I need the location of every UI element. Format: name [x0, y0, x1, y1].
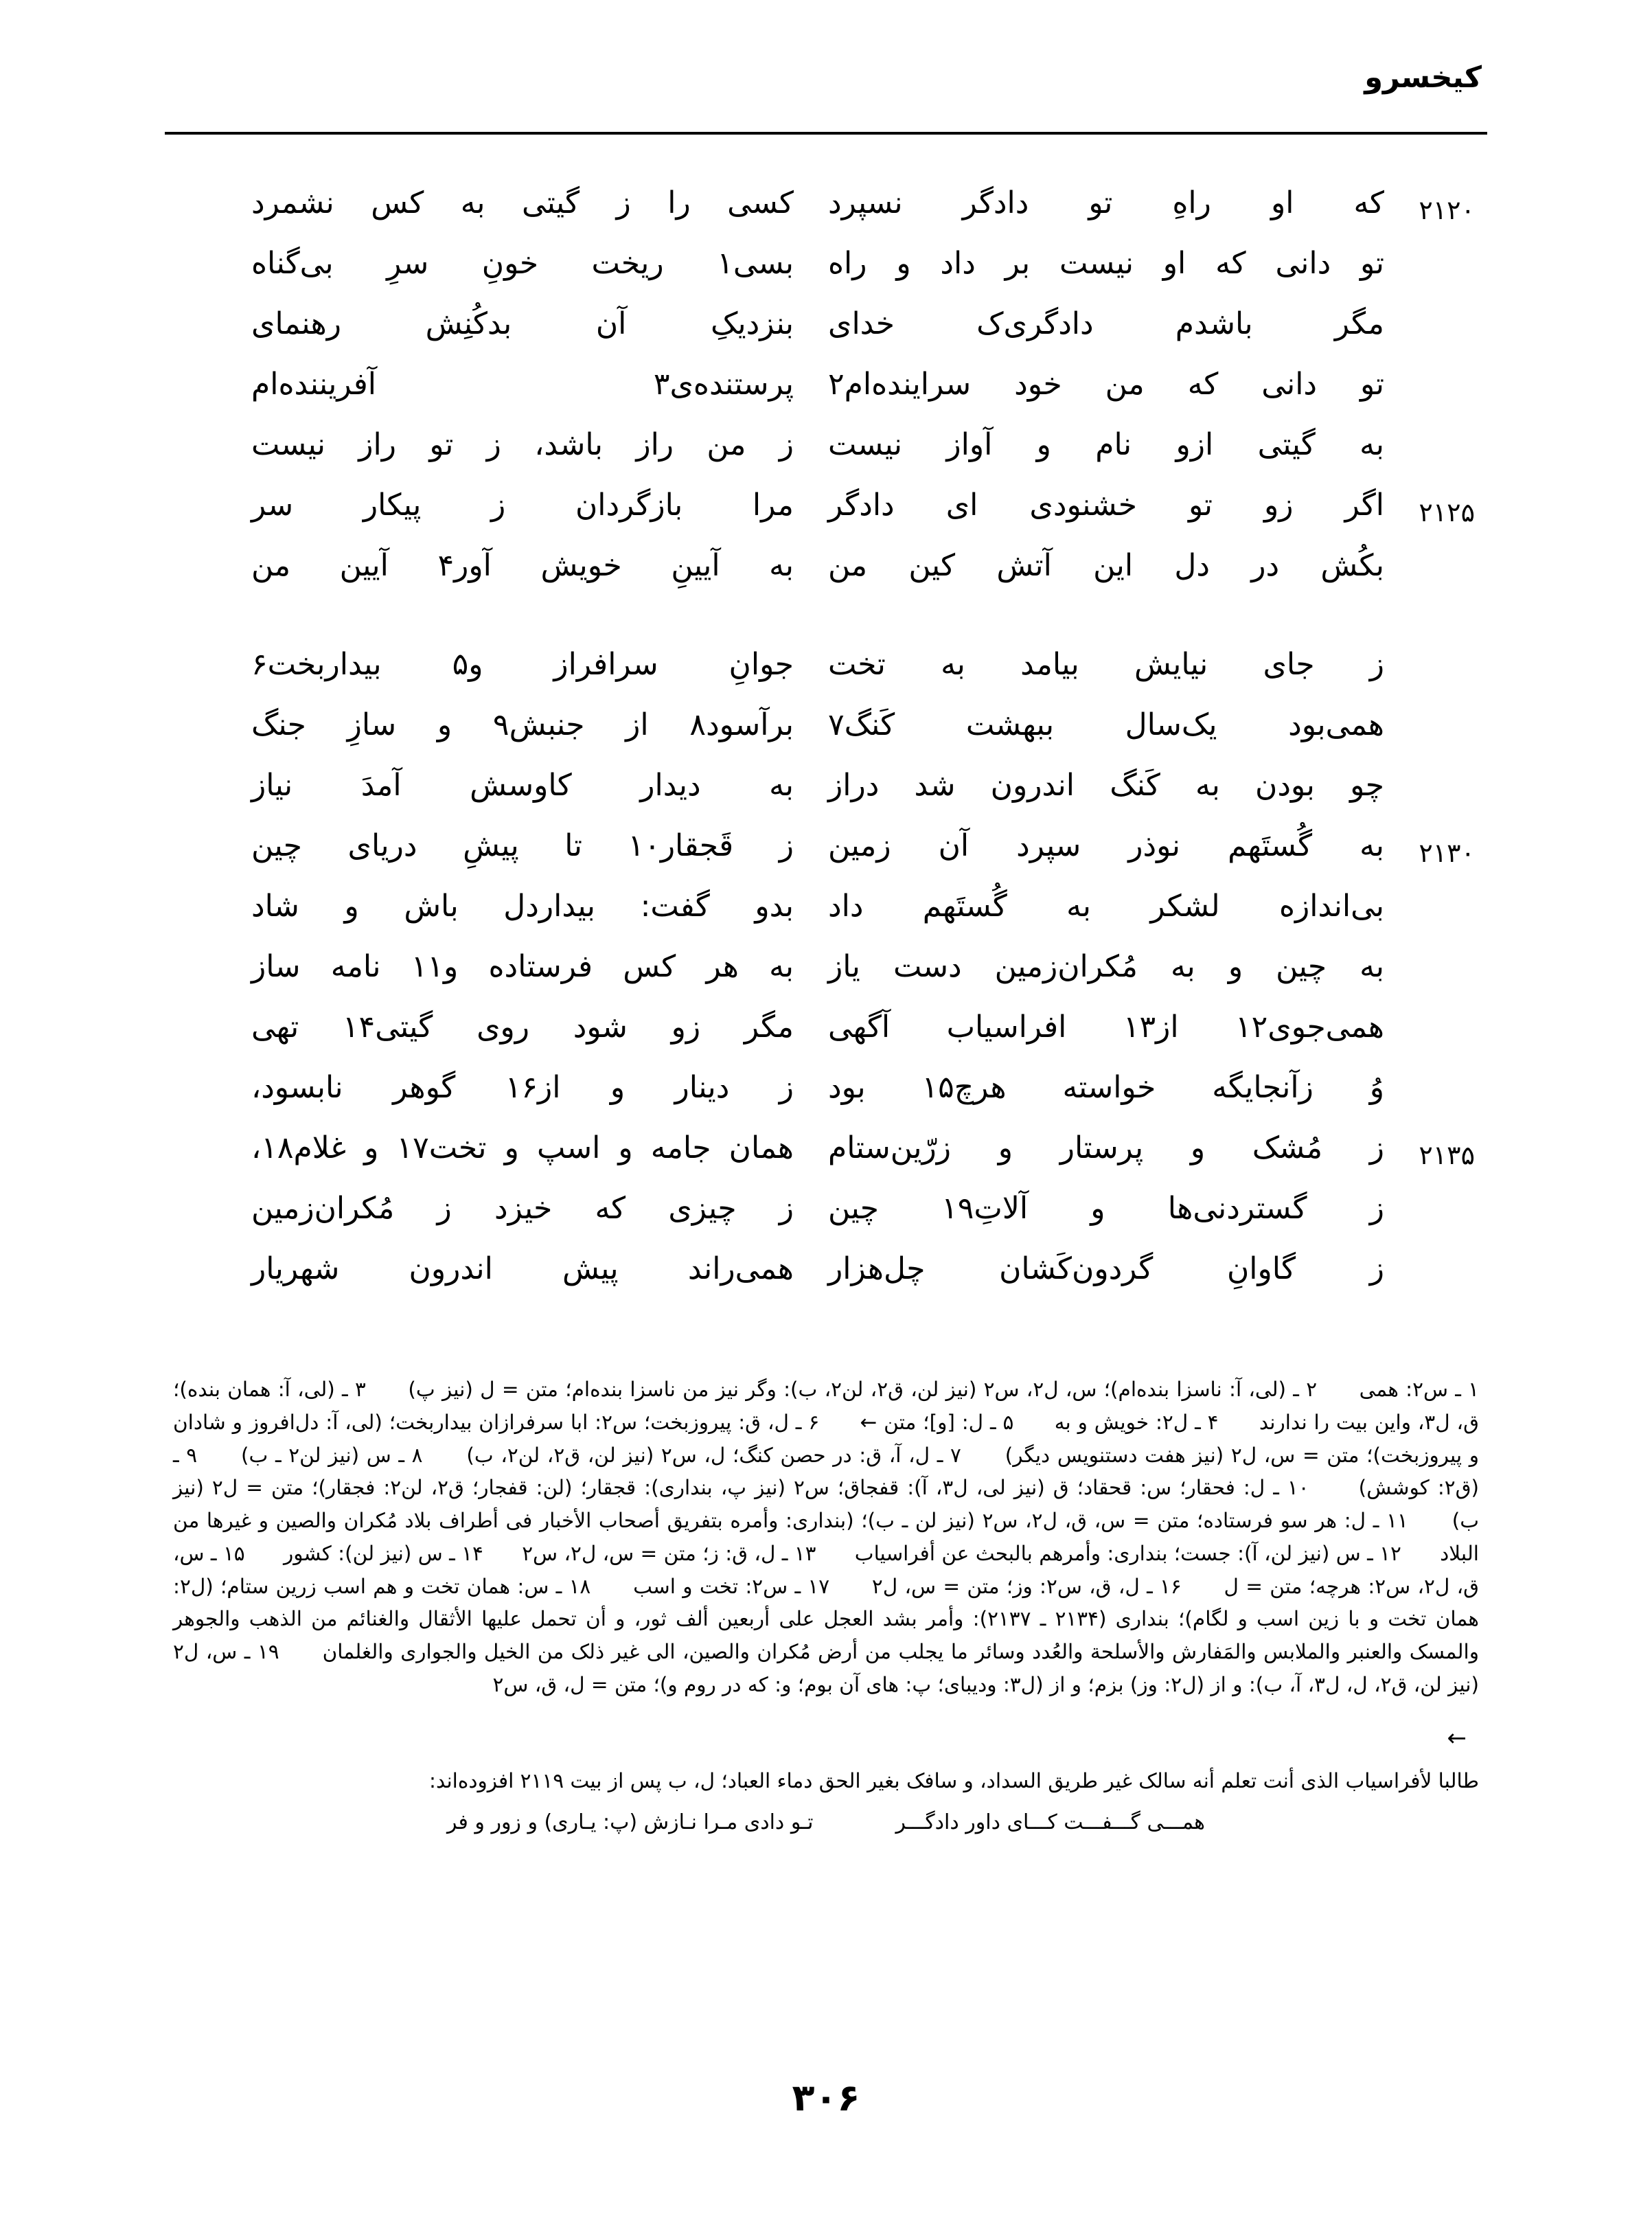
- verse-line: [165, 488, 1487, 548]
- verse-number: [1384, 949, 1487, 959]
- added-verse-line: [173, 1806, 1479, 1840]
- verse-number: [1384, 1251, 1487, 1261]
- hemistich-second: به هر کس فرستاده و۱۱ نامه ساز: [251, 949, 794, 984]
- verse-line: [165, 185, 1487, 246]
- stanza: [165, 647, 1487, 1312]
- hemistich-first: ز گستردنی‌ها و آلاتِ۱۹ چین: [828, 1191, 1384, 1226]
- verse-line: [165, 768, 1487, 828]
- verse-body: [165, 185, 1487, 1350]
- page-header: [0, 60, 1652, 111]
- verse-number: [1384, 707, 1487, 717]
- page-number: ۳۰۶: [792, 2076, 860, 2119]
- verse-number: [1384, 1191, 1487, 1200]
- verse-line: [165, 1130, 1487, 1191]
- hemistich-first: چو بودن به کَنگ اندرون شد دراز: [828, 768, 1384, 803]
- verse-line: [165, 889, 1487, 949]
- verse-line: [165, 427, 1487, 488]
- hemistich-second: جوانِ سرافراز و۵ بیداربخت۶: [251, 647, 794, 682]
- verse-line: [165, 306, 1487, 367]
- hemistich-second: ز چیزی که خیزد ز مُکران‌زمین: [251, 1191, 794, 1226]
- apparatus-addition: طالبا لأفراسیاب الذی أنت تعلم أنه سالک غیر طریق السداد، و سافک بغیر الحق دماء العباد؛ ل، ب پس از بیت ۲۱۱۹ افزوده‌اند:: [429, 1768, 1479, 1792]
- continuation-arrow-icon: ←: [1447, 1724, 1467, 1752]
- hemistich-first: به گُستَهم نوذر سپرد آن زمین: [828, 828, 1384, 863]
- hemistich-first: تو دانی که او نیست بر داد و راه: [828, 246, 1384, 281]
- verse-line: [165, 548, 1487, 608]
- hemistich-second: همی‌راند پیش اندرون شهریار: [251, 1251, 794, 1286]
- hemistich-first: اگر زو تو خشنودی ای دادگر: [828, 488, 1384, 523]
- hemistich-first: ز گاوانِ گردون‌کَشان چل‌هزار: [828, 1251, 1384, 1286]
- hemistich-second: بدو گفت: بیداردل باش و شاد: [251, 889, 794, 924]
- critical-apparatus: [173, 1374, 1479, 1839]
- verse-number: [1384, 548, 1487, 558]
- added-hemistich-first: همـــی گـــفـــت کـــای داور دادگـــر: [895, 1810, 1205, 1834]
- verse-number: [1384, 427, 1487, 437]
- verse-line: [165, 1191, 1487, 1251]
- hemistich-second: ز دینار و از۱۶ گوهر نابسود،: [251, 1070, 794, 1105]
- running-head-title: کیخسرو: [1364, 60, 1482, 95]
- verse-line: [165, 1251, 1487, 1312]
- hemistich-first: که او راهِ تو دادگر نسپرد: [828, 185, 1384, 220]
- hemistich-first: به چین و به مُکران‌زمین دست یاز: [828, 949, 1384, 984]
- hemistich-first: به گیتی ازو نام و آواز نیست: [828, 427, 1384, 462]
- added-hemistich-second: تـو دادی مـرا نـازش (پ: یـاری) و زور و فر: [447, 1810, 814, 1834]
- verse-line: [165, 1070, 1487, 1130]
- hemistich-first: بکُش در دل این آتش کین من: [828, 548, 1384, 583]
- verse-number: [1384, 1070, 1487, 1080]
- verse-number: [1384, 1010, 1487, 1019]
- hemistich-first: مگر باشدم دادگری‌ک خدای: [828, 306, 1384, 341]
- verse-line: [165, 647, 1487, 707]
- hemistich-second: بنزدیکِ آن بدکُنِش رهنمای: [251, 306, 794, 341]
- hemistich-first: همی‌بود یک‌سال ببهشت کَنگ۷: [828, 707, 1384, 742]
- verse-line: [165, 246, 1487, 306]
- verse-number: [1384, 246, 1487, 255]
- verse-number: [1384, 768, 1487, 777]
- hemistich-first: وُ زآنجایگه خواسته هرچ۱۵ بود: [828, 1070, 1385, 1105]
- verse-number: ۲۱۲۰: [1419, 195, 1475, 225]
- hemistich-first: تو دانی که من خود سراینده‌ام۲: [828, 367, 1384, 402]
- hemistich-second: برآسود۸ از جنبش۹ و سازِ جنگ: [251, 707, 794, 742]
- hemistich-second: همان جامه و اسپ و تخت۱۷ و غلام۱۸،: [251, 1130, 794, 1165]
- hemistich-first: همی‌جوی۱۲ از۱۳ افراسیاب آگهی: [828, 1010, 1384, 1045]
- stanza: [165, 185, 1487, 608]
- header-rule: [165, 132, 1487, 135]
- hemistich-second: پرستنده‌ی۳ آفریننده‌ام: [251, 367, 794, 402]
- verse-number: [1384, 306, 1487, 316]
- verse-number: ۲۱۳۵: [1419, 1140, 1475, 1170]
- verse-number: ۲۱۲۵: [1419, 497, 1475, 527]
- hemistich-second: مگر زو شود روی گیتی۱۴ تهی: [251, 1010, 794, 1045]
- hemistich-second: ز من راز باشد، ز تو راز نیست: [251, 427, 794, 462]
- hemistich-second: بسی۱ ریخت خونِ سرِ بی‌گناه: [251, 246, 794, 281]
- verse-line: [165, 1010, 1487, 1070]
- hemistich-second: کسی را ز گیتی به کس نشمرد: [251, 185, 794, 220]
- hemistich-first: بی‌اندازه لشکر به گُستَهم داد: [828, 889, 1384, 924]
- verse-number: [1384, 889, 1487, 898]
- hemistich-first: ز مُشک و پرستار و زرّین‌ستام: [828, 1130, 1384, 1165]
- hemistich-first: ز جای نیایش بیامد به تخت: [828, 647, 1384, 682]
- verse-number: ۲۱۳۰: [1419, 838, 1475, 868]
- verse-line: [165, 367, 1487, 427]
- verse-number: [1384, 367, 1487, 376]
- apparatus-notes: ۱ ـ س۲: همی ۲ ـ (لی، آ: ناسزا بنده‌ام)؛ س، ل۲، س۲ (نیز لن، ق۲، لن۲، ب): وگر نیز من ناسزا بنده‌ام؛ متن = ل (نیز پ) ۳ ـ (لی، آ: همان بنده)؛ ق، ل۳، واین بیت را ندارند ۴ ـ ل۲: خویش و به ۵ ـ ل: [و]؛ متن ← ۶ ـ ل، ق: پیروزبخت؛ س۲: ابا سرفرازان بیداربخت؛ (لی، آ: دل‌افروز و شادان و پیروزبخت)؛ متن = س، ل۲ (نیز هفت دستنویس دیگر) ۷ ـ ل، آ، ق: در حصن کنگ؛ ل، س۲ (نیز لن، ق۲، لن۲، ب) ۸ ـ س (نیز لن۲ ـ ب) ۹ ـ (ق۲: کوشش) ۱۰ ـ ل: فحقار؛ س: قحقاد؛ ق (نیز لی، ل۳، آ): قفجاق؛ س۲ (نیز پ، بنداری): قجقار؛ (لن: قفجار؛ ق۲، لن۲: فجقار)؛ متن = ل۲ (نیز ب) ۱۱ ـ ل: هر سو فرستاده؛ متن = س، ق، ل۲، س۲ (نیز لن ـ ب)؛ (بنداری: وأمره بتفریق أصحاب الأخبار فی أطراف بلاد مُکران والصین و غیرها من البلاد ۱۲ ـ س (نیز لن، آ): جست؛ بنداری: وأمرهم بالبحث عن أفراسیاب ۱۳ ـ ل، ق: ز؛ متن = س، ل۲، س۲ ۱۴ ـ س (نیز لن): کشور ۱۵ ـ س، ق، ل۲، س۲: هرچه؛ متن = ل ۱۶ ـ ل، ق، س۲: وز؛ متن = س، ل۲ ۱۷ ـ س۲: تخت و اسب ۱۸ ـ س: همان تخت و هم اسب زرین ستام؛ (ل۲: همان تخت و با زین اسب و لگام)؛ بنداری (۲۱۳۴ ـ ۲۱۳۷): وأمر بشد العجل علی أربعین ألف ثور، و أن تحمل علیها الأثقال والغنائم من الذهب والجوهر والمسک والعنبر والملابس والمَفارش والأسلحة والعُدد وسائر ما یجلب من أرض مُکران والصین، الی غیر ذلک من الخیل والجواری والغلمان ۱۹ ـ س، ل۲ (نیز لن، ق۲، ل، ل۳، آ، ب): و از (ل۲: وز) بزم؛ و از (ل۳: ودیبای؛ پ: های آن بوم؛ و: که در روم و)؛ متن = ل، ق، س۲: [173, 1378, 1480, 1697]
- verse-line: [165, 707, 1487, 768]
- verse-number: [1384, 647, 1487, 657]
- hemistich-second: مرا بازگردان ز پیکار سر: [251, 488, 794, 523]
- verse-line: [165, 949, 1487, 1010]
- hemistich-second: به دیدار کاوسش آمدَ نیاز: [251, 768, 794, 803]
- hemistich-second: به آیینِ خویش آور۴ آیین من: [251, 548, 794, 583]
- verse-line: [165, 828, 1487, 889]
- hemistich-second: ز قَجقار۱۰ تا پیشِ دریای چین: [251, 828, 794, 863]
